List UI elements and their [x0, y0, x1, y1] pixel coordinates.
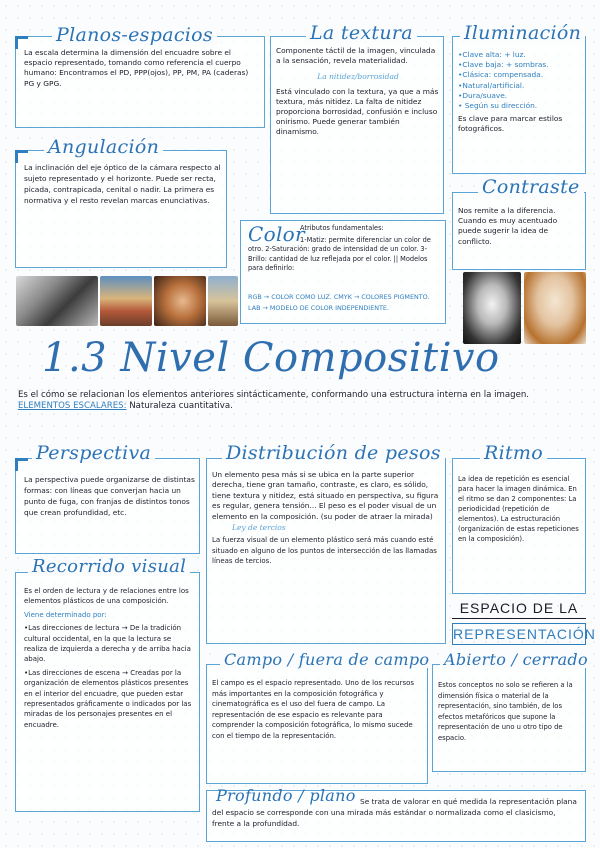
distribucion-title: Distribución de pesos	[222, 444, 445, 463]
profundo-title: Profundo / plano	[216, 786, 356, 805]
nitidez-text: Está vinculado con la textura, ya que a más textura, más nitidez. La falta de nitidez proporciona borrosidad, confusión e incluso onirismo. Puede generar también dinamismo.	[276, 86, 439, 137]
color-line: RGB → COLOR COMO LUZ. CMYK → COLORES PIGMENTO.	[248, 293, 430, 301]
contraste-title: Contraste	[478, 178, 584, 197]
photo-face-sideways	[16, 276, 98, 326]
contraste-text: Nos remite a la diferencia. Cuando es muy acentuado puede sugerir la idea de conflicto.	[458, 206, 558, 246]
photo-figurine	[524, 272, 586, 344]
recorrido-item: •Las direcciones de escena → Creadas por la organización de elementos plásticos presentes en el interior del encuadre, que pueden estar representados gráficamente o indicados por las miradas de los personajes presentes en el encuadre.	[24, 668, 192, 729]
color-content	[300, 224, 442, 233]
color-line: 1-Matiz: permite diferenciar un color de otro. 2-Saturación: grado de intensidad de un color. 3-Brillo: cantidad de luz reflejada por el color. || Modelos para definirlo:	[248, 236, 431, 273]
textura-text: Componente táctil de la imagen, vinculada a la sensación, revela materialidad.	[276, 46, 436, 66]
abierto-title: Abierto / cerrado	[440, 652, 592, 668]
main-intro	[18, 390, 583, 412]
iluminacion-title: Iluminación	[460, 24, 585, 43]
tercios-subtitle: Ley de tercios	[232, 523, 286, 533]
ilum-item: •Clave baja: + sombras.	[458, 60, 549, 70]
tercios-text: La fuerza visual de un elemento plástico será más cuando esté situado en alguno de los puntos de intersección de las llamadas líneas de tercios.	[212, 536, 437, 566]
photo-bw-portrait	[463, 272, 521, 344]
main-intro-text: Es el cómo se relacionan los elementos anteriores sintácticamente, conformando una estructura interna en la imagen.	[18, 390, 530, 400]
photo-reclining-figure	[154, 276, 206, 326]
recorrido-content	[24, 586, 196, 730]
espacio-heading	[452, 600, 596, 645]
main-title: 1.3 Nivel Compositivo	[42, 335, 500, 381]
recorrido-text: Es el orden de lectura y de relaciones entre los elementos plásticos de una composición.	[24, 587, 189, 606]
ilum-item: •Dura/suave.	[458, 90, 508, 100]
ilum-text: Es clave para marcar estilos fotográficos.	[458, 114, 563, 134]
angulacion-text: La inclinación del eje óptico de la cámara respecto al sujeto representado y el horizonte. Puede ser recta, picada, contrapicada, cenital o nadir. La primera es normativa y el resto revelan marcas enunciativas.	[24, 163, 221, 205]
campo-title: Campo / fuera de campo	[220, 652, 433, 668]
distribucion-content	[212, 470, 442, 567]
color-line: LAB → MODELO DE COLOR INDEPENDIENTE.	[248, 304, 389, 312]
escalares-line	[18, 401, 583, 412]
photo-sunset-painting	[100, 276, 152, 326]
textura-content	[276, 46, 440, 138]
abierto-text: Estos conceptos no solo se refieren a la dimensión física o material de la representación, sino también, de los efectos metafóricos que supone la representación de uno u otro tipo de espacio.	[438, 681, 573, 742]
espacio-line1: ESPACIO DE LA	[452, 600, 586, 619]
color-content-2	[248, 236, 442, 274]
profundo-text: Se trata de valorar en qué medida la representación plana del espacio se corresponde con una mirada más estándar o normalizada como el clasicismo, frente a la profundidad.	[212, 797, 577, 828]
ilum-item: • Según su dirección.	[458, 101, 538, 111]
recorrido-viene: Viene determinado por:	[24, 610, 107, 619]
planos-text: La escala determina la dimensión del encuadre sobre el espacio representado, tomando como referencia el cuerpo humano: Encontramos el PD, PPP(ojos), PP, PM, PA (caderas) PG y GPG.	[24, 48, 249, 88]
escalares-label: ELEMENTOS ESCALARES:	[18, 401, 127, 411]
ritmo-text: La idea de repetición es esencial para hacer la imagen dinámica. En el ritmo se dan 2 componentes: La periodicidad (repetición de elementos). La estructuración (organización de estas repeticiones en la composición).	[458, 475, 579, 543]
color-title: Color	[248, 222, 305, 246]
espacio-line2: REPRESENTACIÓN	[452, 623, 586, 645]
planos-title: Planos-espacios	[52, 26, 217, 45]
angulacion-title: Angulación	[44, 138, 163, 157]
escalares-text: Naturaleza cuantitativa.	[129, 401, 233, 411]
ilum-item: •Clave alta: + luz.	[458, 50, 526, 59]
recorrido-title: Recorrido visual	[28, 558, 190, 576]
ilum-item: •Clásica: compensada.	[458, 70, 544, 80]
perspectiva-title: Perspectiva	[32, 444, 155, 463]
textura-title: La textura	[306, 24, 417, 43]
campo-text: El campo es el espacio representado. Uno de los recursos más importantes en la composición fotográfica y cinematográfica es el uso del fuera de campo. La representación de ese espacio es relevante para comprender la composición fotográfica, lo mismo sucede con el tiempo de la representación.	[212, 679, 415, 740]
iluminacion-content	[458, 50, 584, 135]
recorrido-item: •Las direcciones de lectura → De la tradición cultural occidental, en la que la lectura se realiza de izquierda a derecha y de arriba hacia abajo.	[24, 624, 191, 664]
ritmo-title: Ritmo	[480, 444, 547, 463]
ilum-item: •Natural/artificial.	[458, 80, 525, 90]
photo-group-scene	[208, 276, 238, 326]
nitidez-subtitle: La nitidez/borrosidad	[317, 72, 399, 82]
perspectiva-text: La perspectiva puede organizarse de distintas formas: con líneas que converjan hacia un punto de fuga, con franjas de distintos tonos que crean profundidad, etc.	[24, 475, 195, 517]
distribucion-text: Un elemento pesa más si se ubica en la parte superior derecha, tiene gran tamaño, contraste, es claro, es sólido, tiene textura y nitidez, está situado en perspectiva, su figura es regular, genera tensión... El peso es el poder visual de un elemento en la composición. (su poder de atraer la mirada)	[212, 470, 439, 521]
color-content-3	[248, 292, 442, 314]
color-line: Atributos fundamentales:	[300, 224, 384, 232]
